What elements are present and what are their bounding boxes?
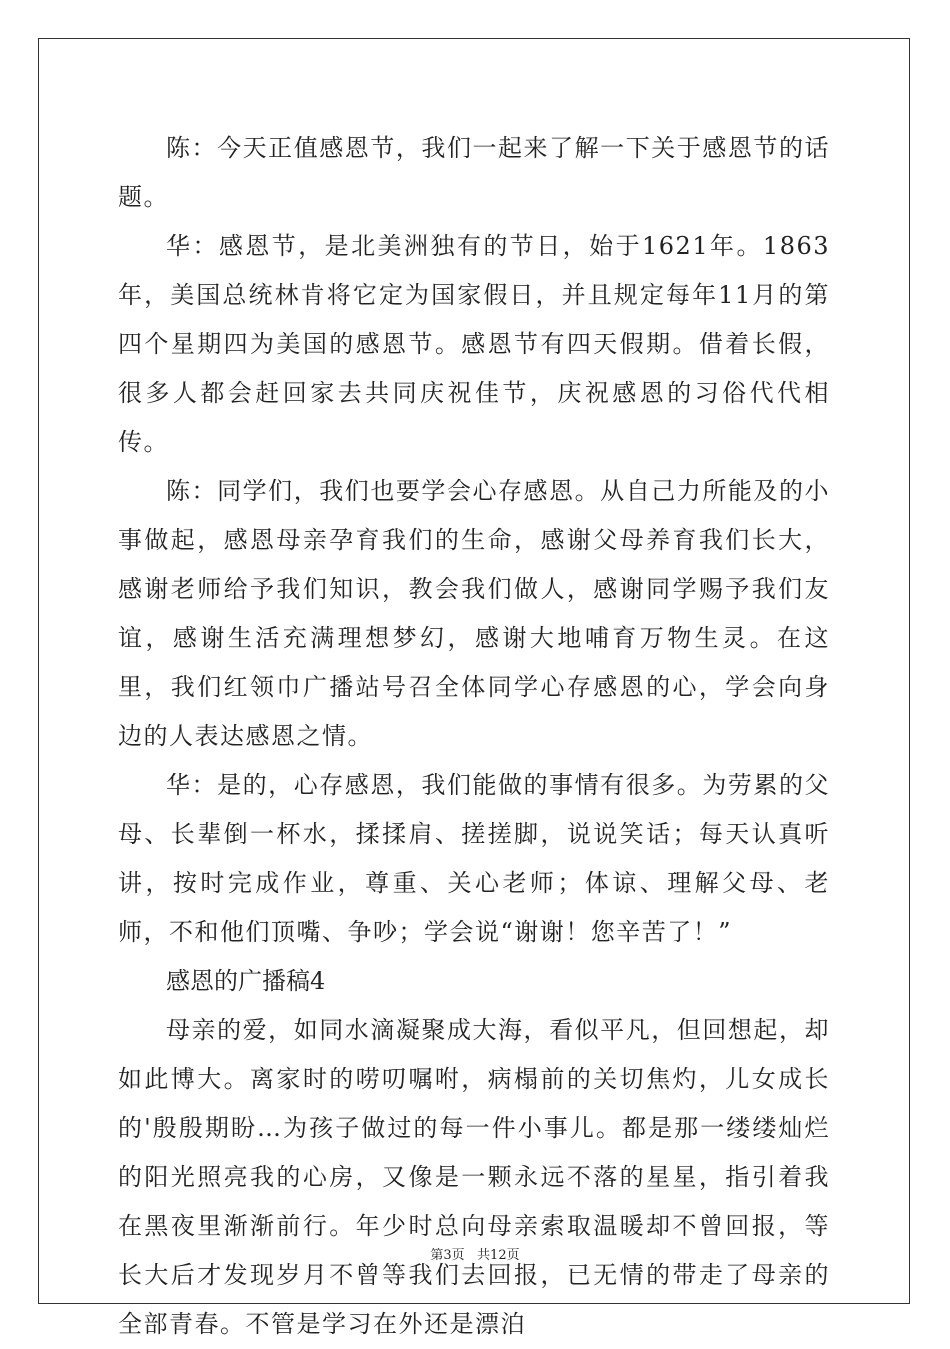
page-number-footer: 第3页 共12页 xyxy=(430,1248,520,1263)
paragraph-chen-gratitude: 陈：同学们，我们也要学会心存感恩。从自己力所能及的小事做起，感恩母亲孕育我们的生命，感谢父母养育我们长大，感谢老师给予我们知识，教会我们做人，感谢同学赐予我们友谊，感谢生活充满理想梦幻，感谢大地哺育万物生灵。在这里，我们红领巾广播站号召全体同学心存感恩的心，学会向身边的人表达感恩之情。 xyxy=(118,477,830,750)
section-heading: 感恩的广播稿4 xyxy=(166,967,326,995)
paragraph-mother-love: 母亲的爱，如同水滴凝聚成大海，看似平凡，但回想起，却如此博大。离家时的唠叨嘱咐，病榻前的关切焦灼，儿女成长的'殷殷期盼…为孩子做过的每一件小事儿。都是那一缕缕灿烂的阳光照亮我的心房，又像是一颗永远不落的星星，指引着我在黑夜里渐渐前行。年少时总向母亲索取温暖却不曾回报，等长大后才发现岁月不曾等我们去回报，已无情的带走了母亲的全部青春。不管是学习在外还是漂泊 xyxy=(118,1016,830,1338)
document-body xyxy=(118,124,830,1349)
paragraph-hua-history: 华：感恩节，是北美洲独有的节日，始于1621年。1863年，美国总统林肯将它定为国家假日，并且规定每年11月的第四个星期四为美国的感恩节。感恩节有四天假期。借着长假，很多人都会赶回家去共同庆祝佳节，庆祝感恩的习俗代代相传。 xyxy=(118,232,830,456)
paragraph-hua-actions: 华：是的，心存感恩，我们能做的事情有很多。为劳累的父母、长辈倒一杯水，揉揉肩、搓搓脚，说说笑话；每天认真听讲，按时完成作业，尊重、关心老师；体谅、理解父母、老师，不和他们顶嘴、争吵；学会说“谢谢！您辛苦了！” xyxy=(118,771,830,946)
paragraph-chen-intro: 陈：今天正值感恩节，我们一起来了解一下关于感恩节的话题。 xyxy=(118,134,830,211)
